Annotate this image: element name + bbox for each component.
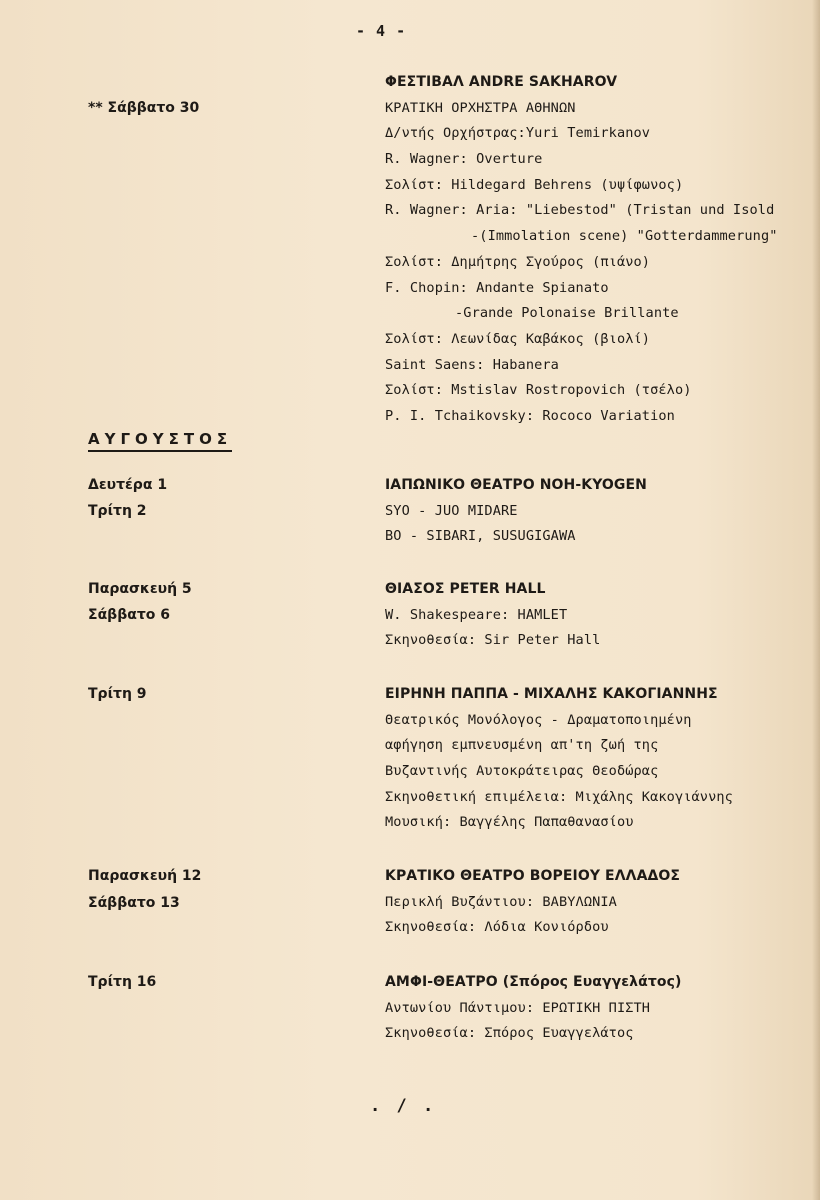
event-line: F. Chopin: Andante Spianato [385,279,609,296]
event-line: Σκηνοθεσία: Λόδια Κονιόρδου [385,919,609,936]
event-line: -Grande Polonaise Brillante [455,305,679,322]
event-title: ΘΙΑΣΟΣ PETER HALL [385,581,546,597]
event-line: ΚΡΑΤΙΚΗ ΟΡΧΗΣΤΡΑ ΑΘΗΝΩΝ [385,99,576,116]
event-title: ΑΜΦΙ-ΘΕΑΤΡΟ (Σπόρος Ευαγγελάτος) [385,974,682,990]
event-title: ΙΑΠΩΝΙΚΟ ΘΕΑΤΡΟ NOH-KYOGEN [385,477,648,493]
date-friday-5: Παρασκευή 5 [88,581,192,597]
event-title: ΚΡΑΤΙΚΟ ΘΕΑΤΡΟ ΒΟΡΕΙΟΥ ΕΛΛΑΔΟΣ [385,868,681,884]
event-line: Σολίστ: Δημήτρης Σγούρος (πιάνο) [385,253,651,270]
event-line: W. Shakespeare: HAMLET [385,606,568,623]
event-line: Σκηνοθεσία: Sir Peter Hall [385,632,601,649]
event-pappa-kakogiannis [385,682,815,836]
month-heading-august: ΑΥΓΟΥΣΤΟΣ [88,430,232,452]
event-line: Περικλή Βυζάντιου: ΒΑΒΥΛΩΝΙΑ [385,893,617,910]
event-line: Θεατρικός Μονόλογος - Δραματοποιημένη [385,711,692,728]
date-saturday-6: Σάββατο 6 [88,607,171,623]
event-line: Αντωνίου Πάντιμου: ΕΡΩΤΙΚΗ ΠΙΣΤΗ [385,999,651,1016]
event-line: Σολίστ: Hildegard Behrens (υψίφωνος) [385,176,684,193]
event-sakharov-festival [385,70,815,430]
event-amfi-theatro [385,970,815,1047]
date-friday-12: Παρασκευή 12 [88,868,202,884]
page-number: - 4 - [356,22,407,40]
date-saturday-13: Σάββατο 13 [88,895,180,911]
date-tuesday-9: Τρίτη 9 [88,686,147,702]
event-line: R. Wagner: Aria: "Liebestod" (Tristan und Isold [385,202,775,219]
event-line: Σολίστ: Λεωνίδας Καβάκος (βιολί) [385,330,651,347]
event-line: P. I. Tchaikovsky: Rococo Variation [385,407,675,424]
event-peter-hall [385,577,815,654]
date-tuesday-2: Τρίτη 2 [88,503,147,519]
event-line: BO - SIBARI, SUSUGIGAWA [385,528,576,545]
event-line: Saint Saens: Habanera [385,356,559,373]
event-line: Μουσική: Βαγγέλης Παπαθανασίου [385,814,634,831]
continuation-mark: . / . [370,1096,437,1116]
event-line: SYO - JUO MIDARE [385,502,518,519]
date-saturday-30: ** Σάββατο 30 [88,100,200,116]
event-noh-kyogen [385,473,815,550]
event-line: Δ/ντής Ορχήστρας:Yuri Temirkanov [385,125,651,142]
event-line: Βυζαντινής Αυτοκράτειρας Θεοδώρας [385,763,659,780]
event-line: Σκηνοθετική επιμέλεια: Μιχάλης Κακογιάννης [385,788,733,805]
event-title: ΦΕΣΤΙΒΑΛ ANDRE SAKHAROV [385,74,618,90]
event-state-theatre-northern-greece [385,864,815,941]
date-tuesday-16: Τρίτη 16 [88,974,157,990]
event-title: ΕΙΡΗΝΗ ΠΑΠΠΑ - ΜΙΧΑΛΗΣ ΚΑΚΟΓΙΑΝΝΗΣ [385,686,718,702]
event-line: Σκηνοθεσία: Σπόρος Ευαγγελάτος [385,1025,634,1042]
event-line: Σολίστ: Mstislav Rostropovich (τσέλο) [385,382,692,399]
event-line: αφήγηση εμπνευσμένη απ'τη ζωή της [385,737,659,754]
event-line: R. Wagner: Overture [385,151,543,168]
date-monday-1: Δευτέρα 1 [88,477,168,493]
event-line: -(Immolation scene) "Gotterdammerung" [471,228,778,245]
